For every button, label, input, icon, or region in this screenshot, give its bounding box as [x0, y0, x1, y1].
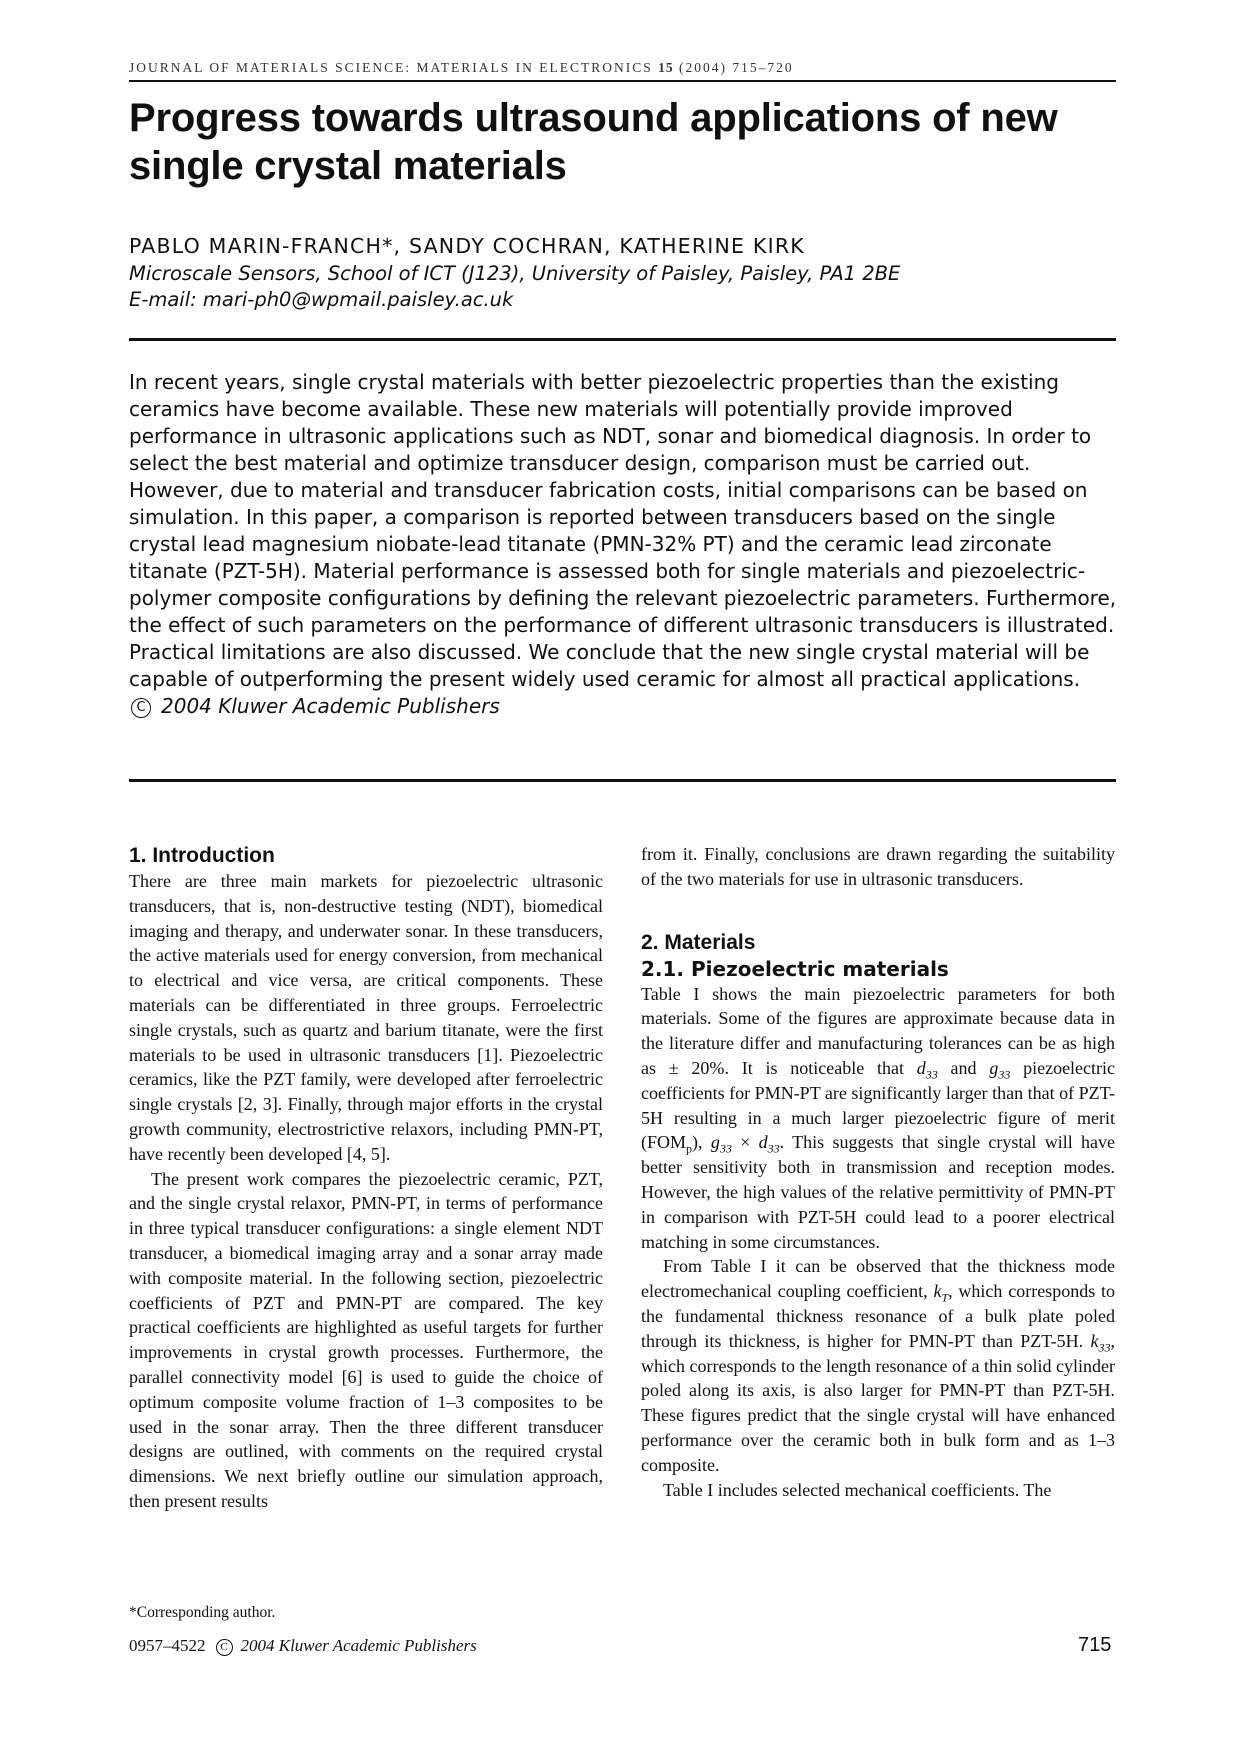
footer-publication [129, 1636, 477, 1656]
symbol-subscript: 33 [767, 1141, 780, 1156]
symbol-g33 [989, 1057, 1011, 1082]
footer-issn: 0957–4522 [129, 1636, 206, 1655]
symbol-subscript: 33 [1098, 1340, 1111, 1355]
section-heading-materials: 2. Materials [641, 930, 756, 954]
symbol-kT [933, 1281, 949, 1305]
section-spacer [641, 892, 1115, 929]
materials-paragraph-1 [641, 982, 1115, 1255]
symbol-d33 [916, 1057, 938, 1082]
text-run: , which corresponds to the length resonance of a thin solid cylinder poled along its axis, is also larger for PMN-PT than PZT-5H. These figures predict that the single crystal will have enhanced performance over the ceramic both in bulk form and as 1–3 composite. [641, 1330, 1115, 1475]
text-run: piezoelectric coefficients for PMN-PT are significantly larger than that of PZT-5H resulting in a much larger piezoelectric figure of merit (FOM [641, 1057, 1116, 1153]
left-column [129, 842, 603, 1514]
symbol-g33 [710, 1132, 732, 1156]
affiliation: Microscale Sensors, School of ICT (J123), University of Paisley, Paisley, PA1 2BE [129, 262, 901, 285]
right-column [641, 842, 1115, 1502]
symbol-letter: k [1090, 1330, 1099, 1351]
journal-name: JOURNAL OF MATERIALS SCIENCE: MATERIALS IN ELECTRONICS [129, 60, 653, 75]
running-head [129, 60, 1116, 76]
intro-paragraph-2-continued: from it. Finally, conclusions are drawn regarding the suitability of the two materials for use in ultrasonic transducers. [641, 844, 1115, 889]
symbol-letter: g [989, 1057, 999, 1078]
symbol-letter: d [758, 1132, 768, 1153]
abstract-bottom-rule [129, 779, 1116, 782]
text-run: and [937, 1057, 990, 1078]
abstract-copyright [129, 693, 1119, 720]
title-line-1: Progress towards ultrasound applications of new [129, 96, 1058, 140]
text-run: , which corresponds to the fundamental thickness resonance of a bulk plate poled through its thickness, is higher for PMN-PT than PZT-5H. [641, 1281, 1115, 1351]
symbol-subscript: 33 [998, 1067, 1011, 1082]
title-line-2: single crystal materials [129, 144, 567, 188]
intro-paragraph-1: There are three main markets for piezoelectric ultrasonic transducers, that is, non-destructive testing (NDT), biomedical imaging and therapy, and underwater sonar. In these transducers, the active materials used for energy conversion, from mechanical to electrical and vice versa, are critical components. These materials can be differentiated in three groups. Ferroelectric single crystals, such as quartz and barium titanate, were the first materials to be used in ultrasonic transducers [1]. Piezoelectric ceramics, like the PZT family, were developed after ferroelectric single crystals [2, 3]. Finally, through major efforts in the crystal growth community, electrostrictive relaxors, including PMN-PT, have recently been developed [4, 5]. [129, 871, 603, 1164]
symbol-subscript: T [941, 1290, 949, 1305]
subsection-heading-piezoelectric: 2.1. Piezoelectric materials [641, 956, 949, 981]
journal-volume: 15 [658, 60, 674, 75]
page-number: 715 [1078, 1634, 1112, 1656]
text-run: From Table I it can be observed that the thickness mode electromechanical coupling coefficient, [641, 1256, 1115, 1302]
abstract-text: In recent years, single crystal materials with better piezoelectric properties than the existing ceramics have become available. These new materials will potentially provide improved performance in ultrasonic applications such as NDT, sonar and biomedical diagnosis. In order to select the best material and optimize transducer design, comparison must be carried out. However, due to material and transducer fabrication costs, initial comparisons can be based on simulation. In this paper, a comparison is reported between transducers based on the single crystal lead magnesium niobate-lead titanate (PMN-32% PT) and the ceramic lead zirconate titanate (PZT-5H). Material performance is assessed both for single materials and piezoelectric-polymer composite configurations by defining the relevant piezoelectric parameters. Furthermore, the effect of such parameters on the performance of different ultrasonic transducers is illustrated. Practical limitations are also discussed. We conclude that the new single crystal material will be capable of outperforming the present widely used ceramic for almost all practical applications. [129, 370, 1117, 691]
materials-paragraph-3: Table I includes selected mechanical coefficients. The [663, 1479, 1052, 1500]
section-heading-introduction: 1. Introduction [129, 844, 275, 867]
copyright-icon: C [216, 1639, 233, 1656]
symbol-d33 [758, 1132, 780, 1156]
header-rule [129, 80, 1116, 82]
intro-paragraph-2: The present work compares the piezoelectric ceramic, PZT, and the single crystal relaxor, PMN-PT, in terms of performance in three typical transducer configurations: a single element NDT transducer, a biomedical imaging array and a sonar array made with composite material. In the following section, piezoelectric coefficients of PZT and PMN-PT are compared. The key practical coefficients are highlighted as useful targets for further improvements in crystal growth processes. Furthermore, the parallel connectivity model [6] is used to guide the choice of optimum composite volume fraction of 1–3 composites to be used in the sonar array. Then the three different transducer designs are outlined, with comments on the required crystal dimensions. We next briefly outline our simulation approach, then present results [129, 1168, 603, 1511]
text-run: . It is noticeable that [724, 1057, 917, 1078]
text-run: Table I shows the main piezoelectric parameters for both materials. Some of the figures are approximate because data in the literature differ and manufacturing tolerances can be as high as [641, 983, 1115, 1078]
text-run: ), [692, 1132, 711, 1153]
abstract-top-rule [129, 338, 1116, 341]
text-run: . This suggests that single crystal will have better sensitivity both in transmission and reception modes. However, the high values of the relative permittivity of PMN-PT in comparison with PZT-5H could lead to a poorer electrical matching in some circumstances. [641, 1132, 1115, 1252]
corresponding-author-footnote: *Corresponding author. [129, 1604, 276, 1621]
symbol-letter: k [933, 1281, 942, 1302]
paper-title [129, 94, 1119, 190]
symbol-subscript: 33 [925, 1067, 938, 1082]
author-list: PABLO MARIN-FRANCH*, SANDY COCHRAN, KATHERINE KIRK [129, 234, 805, 258]
abstract [129, 369, 1119, 720]
symbol-letter: g [710, 1132, 720, 1153]
footer-publisher: 2004 Kluwer Academic Publishers [240, 1636, 477, 1655]
journal-year-pages: (2004) 715–720 [679, 60, 794, 75]
copyright-icon: C [131, 698, 151, 718]
materials-paragraph-2 [641, 1254, 1115, 1477]
symbol-k33 [1090, 1330, 1111, 1355]
author-email: E-mail: mari-ph0@wpmail.paisley.ac.uk [129, 288, 514, 311]
abstract-copyright-text: 2004 Kluwer Academic Publishers [161, 694, 500, 718]
symbol-subscript: 33 [719, 1141, 732, 1156]
symbol-subscript: p [686, 1141, 693, 1156]
text-run: ± 20% [668, 1057, 725, 1078]
symbol-letter: d [916, 1057, 926, 1078]
text-run: × [731, 1132, 759, 1153]
